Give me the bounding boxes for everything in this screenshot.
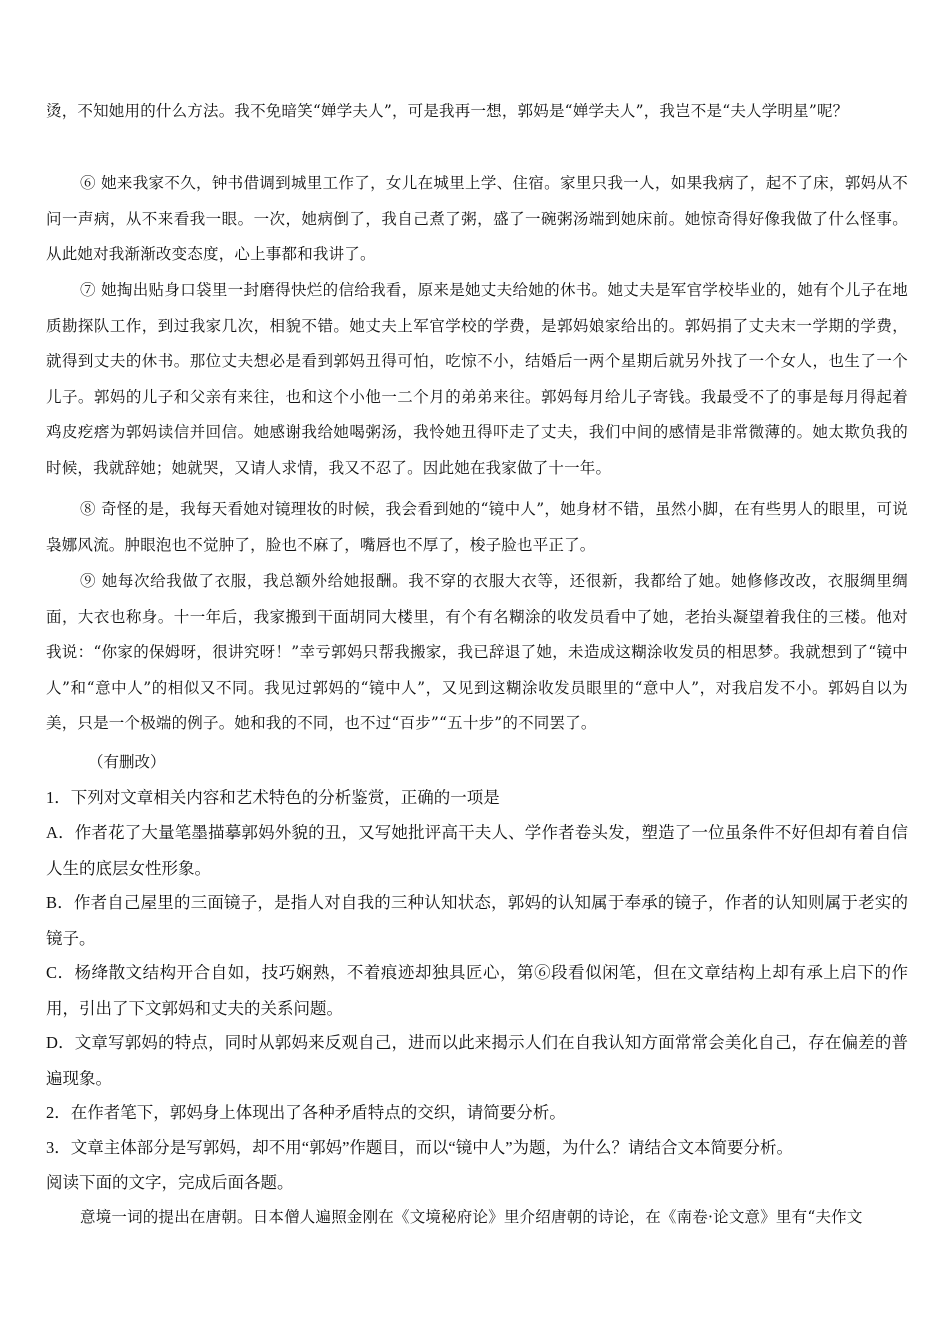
story-paragraph-continued: 烫，不知她用的什么方法。我不免暗笑“婵学夫人”，可是我再一想，郭妈是“婵学夫人”，我岂不是“夫人学明星”呢？ (46, 102, 849, 120)
question-1-option-c: C．杨绛散文结构开合自如，技巧娴熟，不着痕迹却独具匠心，第⑥段看似闲笔，但在文章结构上却有承上启下的作用，引出了下文郭妈和丈夫的关系问题。 (46, 963, 908, 1018)
story-paragraph-7: ⑦ 她掏出贴身口袋里一封磨得快烂的信给我看，原来是她丈夫给她的休书。她丈夫是军官学校毕业的，她有个儿子在地质勘探队工作，到过我家几次，相貌不错。她丈夫上军官学校的学费，是郭妈娘家给出的。郭妈捐了丈夫末一学期的学费，就得到丈夫的休书。那位丈夫想必是看到郭妈丑得可怕，吃惊不小，结婚后一两个星期后就另外找了一个女人，也生了一个儿子。郭妈的儿子和父亲有来往，也和这个小他一二个月的弟弟来往。郭妈每月给儿子寄钱。我最受不了的事是每月得起着鸡皮疙瘩为郭妈读信并回信。她感谢我给她喝粥汤，我怜她丑得吓走了丈夫，我们中间的感情是非常微薄的。她太欺负我的时候，我就辞她；她就哭，又请人求情，我又不忍了。因此她在我家做了十一年。 (46, 281, 908, 477)
story-paragraph-8: ⑧ 奇怪的是，我每天看她对镜理妆的时候，我会看到她的“镜中人”，她身材不错，虽然小脚，在有些男人的眼里，可说袅娜风流。肿眼泡也不觉肿了，脸也不麻了，嘴唇也不厚了，梭子脸也平正了。 (46, 500, 908, 554)
question-2: 2．在作者笔下，郭妈身上体现出了各种矛盾特点的交织，请简要分析。 (46, 1103, 566, 1122)
question-1: 1．下列对文章相关内容和艺术特色的分析鉴赏，正确的一项是 (46, 788, 500, 807)
question-1-option-d: D．文章写郭妈的特点，同时从郭妈来反观自己，进而以此来揭示人们在自我认知方面常常会美化自己，存在偏差的普遍现象。 (46, 1033, 908, 1088)
question-3: 3．文章主体部分是写郭妈，却不用“郭妈”作题目，而以“镜中人”为题，为什么？请结合文本简要分析。 (46, 1138, 794, 1157)
question-1-option-b: B．作者自己屋里的三面镜子，是指人对自我的三种认知状态，郭妈的认知属于奉承的镜子，作者的认知则属于老实的镜子。 (46, 893, 908, 948)
edit-note: （有删改） (88, 753, 166, 771)
next-section-paragraph: 意境一词的提出在唐朝。日本僧人遍照金刚在《文境秘府论》里介绍唐朝的诗论，在《南卷·论文意》里有“夫作文 (80, 1208, 863, 1226)
story-paragraph-9: ⑨ 她每次给我做了衣服，我总额外给她报酬。我不穿的衣服大衣等，还很新，我都给了她。她修修改改，衣服绸里绸面，大衣也称身。十一年后，我家搬到干面胡同大楼里，有个有名糊涂的收发员看中了她，老抬头凝望着我住的三楼。他对我说：“你家的保姆呀，很讲究呀！”幸亏郭妈只帮我搬家，我已辞退了她，未造成这糊涂收发员的相思梦。我就想到了“镜中人”和“意中人”的相似又不同。我见过郭妈的“镜中人”，又见到这糊涂收发员眼里的“意中人”，对我启发不小。郭妈自以为美，只是一个极端的例子。她和我的不同，也不过“百步”“五十步”的不同罢了。 (46, 572, 908, 732)
question-1-option-a: A．作者花了大量笔墨描摹郭妈外貌的丑，又写她批评高干夫人、学作者卷头发，塑造了一位虽条件不好但却有着自信人生的底层女性形象。 (46, 823, 908, 878)
next-section-intro: 阅读下面的文字，完成后面各题。 (46, 1173, 294, 1192)
story-paragraph-6: ⑥ 她来我家不久，钟书借调到城里工作了，女儿在城里上学、住宿。家里只我一人，如果我病了，起不了床，郭妈从不问一声病，从不来看我一眼。一次，她病倒了，我自己煮了粥，盛了一碗粥汤端到她床前。她惊奇得好像我做了什么怪事。从此她对我渐渐改变态度，心上事都和我讲了。 (46, 174, 908, 263)
